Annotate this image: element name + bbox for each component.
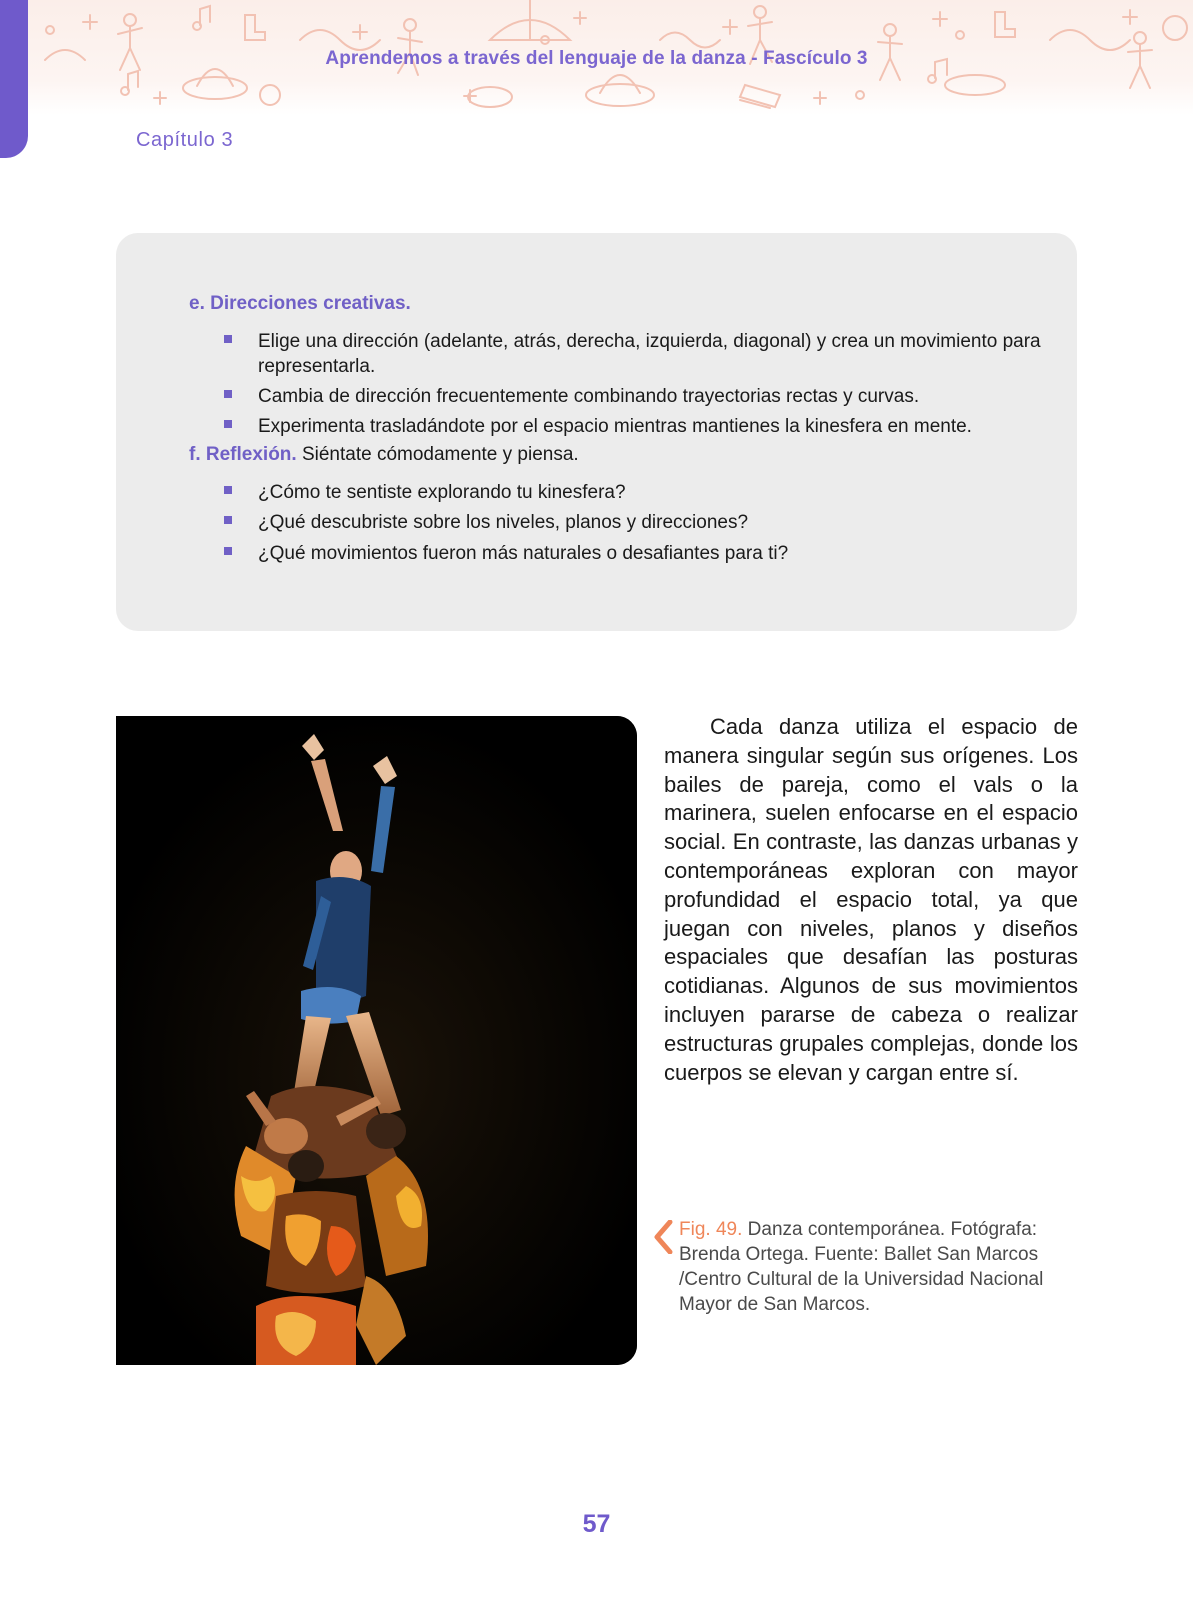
chevron-left-icon [652,1220,674,1254]
figure-caption-text: Danza contemporánea. Fotógrafa: Brenda Ortega. Fuente: Ballet San Marcos /Centro Cultural de la Universidad Nacional Mayor de San Marcos. [679,1219,1044,1315]
chapter-label: Capítulo 3 [136,129,234,151]
section-e-label: e. Direcciones creativas. [189,293,411,314]
section-f-label: f. Reflexión. [189,444,297,465]
booklet-title: Aprendemos a través del lenguaje de la danza - Fascículo 3 [325,48,868,69]
list-item: Elige una dirección (adelante, atrás, derecha, izquierda, diagonal) y crea un movimiento para representarla. [258,331,1041,377]
list-item: ¿Qué movimientos fueron más naturales o desafiantes para ti? [258,543,789,564]
bullet-icon [224,420,232,428]
bullet-icon [224,547,232,555]
bullet-icon [224,390,232,398]
section-f-text: Siéntate cómodamente y piensa. [296,444,579,465]
chapter-side-tab [0,0,28,158]
page-number: 57 [582,1510,611,1538]
section-f-heading [189,444,579,466]
list-item: Experimenta trasladándote por el espacio mientras mantienes la kinesfera en mente. [258,416,972,437]
list-item: ¿Cómo te sentiste explorando tu kinesfera? [258,482,626,503]
figure-caption [679,1217,1059,1317]
list-item: Cambia de dirección frecuentemente combinando trayectorias rectas y curvas. [258,386,920,407]
bullet-icon [224,516,232,524]
section-e-heading [189,293,411,315]
figure-label: Fig. 49. [679,1219,743,1240]
bullet-icon [224,486,232,494]
list-item: ¿Qué descubriste sobre los niveles, planos y direcciones? [258,512,749,533]
contemporary-dance-photo-illustration [116,716,637,1365]
bullet-icon [224,335,232,343]
body-paragraph: Cada danza utiliza el espacio de manera singular según sus orígenes. Los bailes de pareja, como el vals o la marinera, suelen enfocarse en el espacio social. En contraste, las danzas urbanas y contemporáneas exploran con mayor profundidad el espacio total, ya que juegan con niveles, planos y diseños espaciales que desafían las posturas cotidianas. Algunos de sus movimientos incluyen pararse de cabeza o realizar estructuras grupales complejas, donde los cuerpos se elevan y cargan entre sí. [664,714,1078,1085]
dance-photo [116,716,637,1365]
